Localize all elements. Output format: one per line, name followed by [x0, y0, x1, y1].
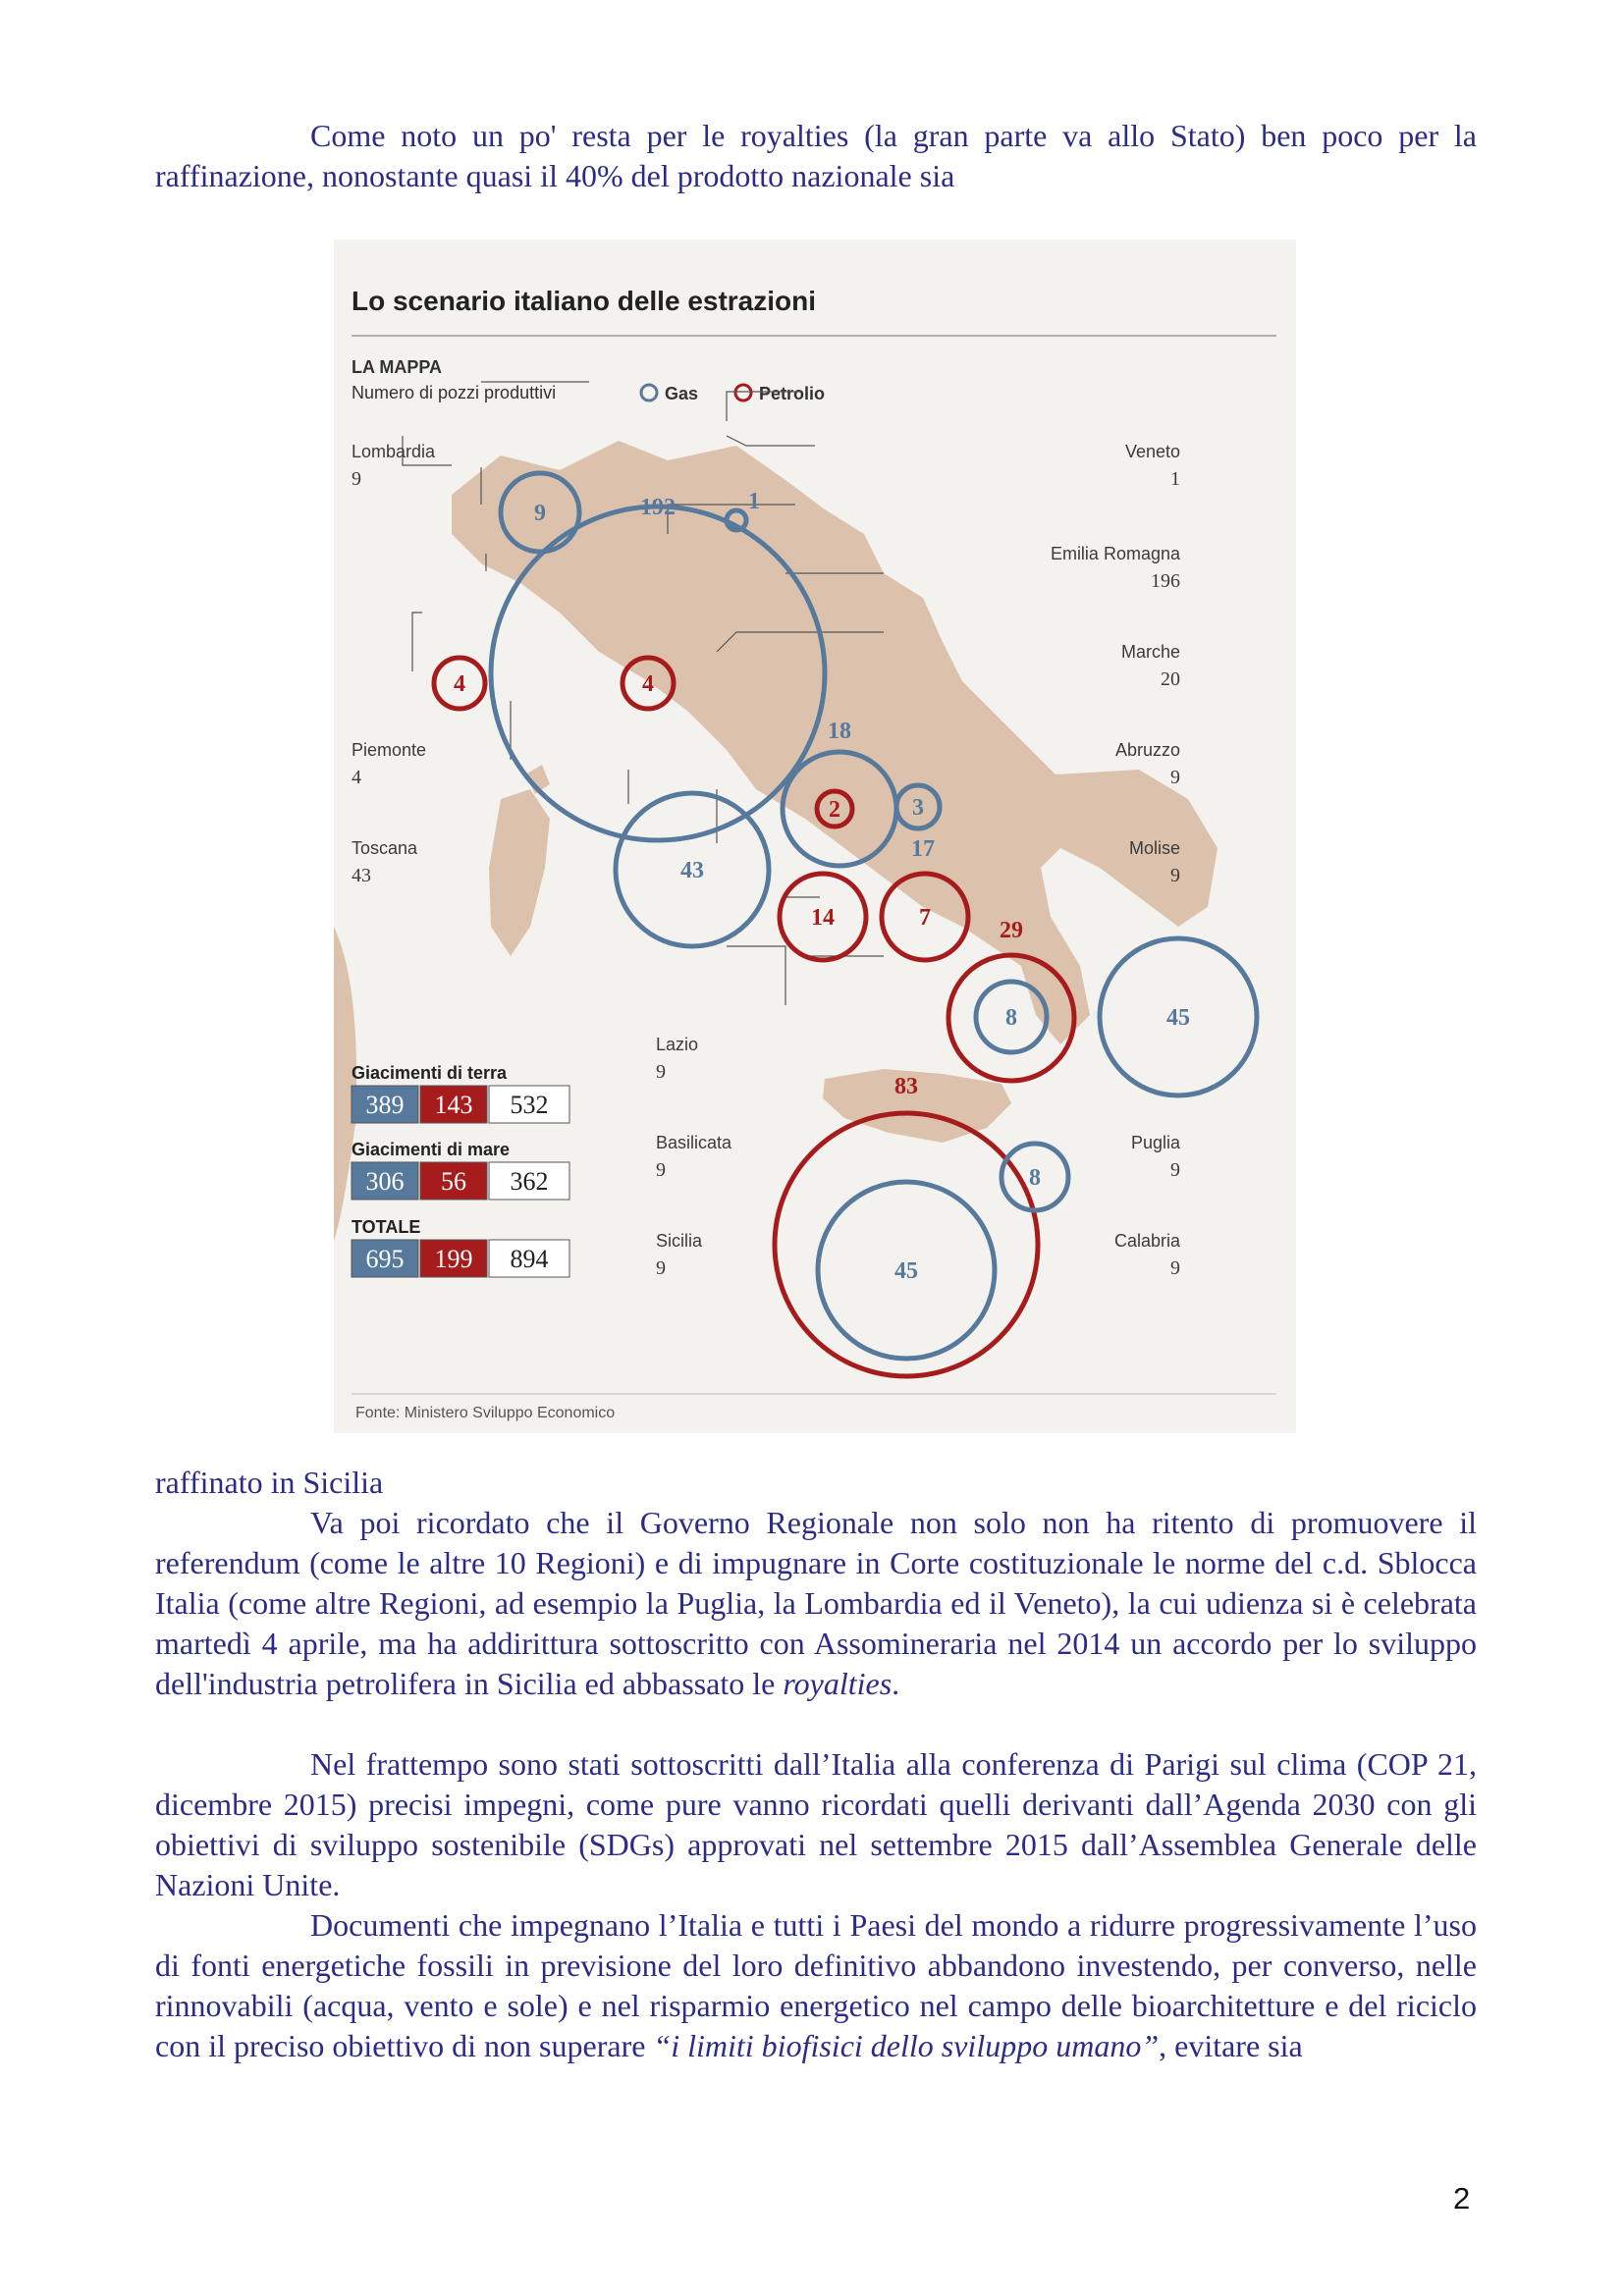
region-total: 9 — [656, 1061, 666, 1083]
bubble-value: 43 — [680, 858, 704, 883]
bubble-value: 18 — [828, 719, 851, 744]
bubble-value: 29 — [1000, 918, 1023, 943]
bubble-value: 4 — [454, 671, 465, 697]
bubble-value: 7 — [919, 905, 931, 931]
region-total: 9 — [1170, 865, 1180, 886]
bubble-value: 45 — [894, 1258, 918, 1284]
bubble-value: 17 — [911, 836, 935, 862]
paragraph-cop21: Nel frattempo sono stati sottoscritti dall’Italia alla conferenza di Parigi sul clima (COP 21, dicembre 2015) precisi impegni, come pure vanno ricordati quelli derivanti dall’Agenda 2030 con gli obiettivi di sviluppo sostenibile (SDGs) approvati nel settembre 2015 dall’Assemblea Generale delle Nazioni Unite. — [155, 1746, 1477, 1902]
paragraph-governo-end: . — [892, 1666, 900, 1701]
totals-value: 143 — [434, 1091, 473, 1119]
totals-sea-label: Giacimenti di mare — [352, 1140, 511, 1159]
region-name: Marche — [1120, 642, 1180, 662]
paragraph-documenti-text: Documenti che impegnano l’Italia e tutti i Paesi del mondo a ridurre progressivamente l’uso di fonti energetiche fossili in previsione del loro definitivo abbandono investendo, per converso, nelle rinnovabili (acqua, vento e sole) e nel risparmio energetico nel campo delle bioarchitetture e del riciclo con il preciso obiettivo di non superare — [155, 1907, 1477, 2063]
region-name: Abruzzo — [1114, 740, 1180, 760]
map-subheading: Numero di pozzi produttivi — [352, 383, 557, 402]
paragraph-documenti — [155, 1905, 1477, 2066]
region-name: Emilia Romagna — [1050, 544, 1180, 563]
totals-value: 56 — [441, 1167, 466, 1196]
legend-gas-label: Gas — [665, 384, 699, 403]
totals-sea-cell-2 — [489, 1162, 569, 1200]
totals-value: 532 — [510, 1091, 549, 1119]
bubble-value: 3 — [912, 795, 924, 821]
bubble-gas-9 — [911, 836, 935, 862]
region-total: 9 — [656, 1159, 666, 1181]
totals-total-cell-1 — [420, 1240, 487, 1277]
totals-land-cell-2 — [489, 1086, 569, 1123]
totals-total-label: TOTALE — [352, 1217, 421, 1237]
totals-land-label: Giacimenti di terra — [352, 1063, 508, 1083]
figure-title: Lo scenario italiano delle estrazioni — [352, 286, 817, 316]
bubble-value: 83 — [894, 1074, 918, 1099]
region-name: Calabria — [1113, 1231, 1180, 1251]
paragraph-intro: Come noto un po' resta per le royalties (la gran parte va allo Stato) ben poco per la raffinazione, nonostante quasi il 40% del prodotto nazionale sia — [155, 118, 1477, 193]
region-total: 9 — [352, 468, 361, 490]
bubble-value: 45 — [1166, 1005, 1190, 1031]
totals-total-cell-0 — [352, 1240, 418, 1277]
bubble-value: 8 — [1005, 1005, 1017, 1031]
region-total: 9 — [656, 1257, 666, 1279]
extraction-map-figure — [334, 240, 1296, 1433]
region-total: 9 — [1170, 767, 1180, 788]
totals-value: 362 — [510, 1167, 549, 1196]
legend-oil-label: Petrolio — [759, 384, 826, 403]
region-name: Lazio — [656, 1035, 699, 1054]
totals-panel — [352, 1063, 569, 1277]
region-name: Basilicata — [656, 1133, 732, 1152]
paragraph-governo-text: Va poi ricordato che il Governo Regionale non solo non ha ritento di promuovere il referendum (come le altre 10 Regioni) e di impugnare in Corte costituzionale le norme del c.d. Sblocca Italia (come altre Regioni, ad esempio la Puglia, la Lombardia ed il Veneto), la cui udienza si è celebrata martedì 4 aprile, ma ha addirittura sottoscritto con Assomineraria nel 2014 un accordo per lo sviluppo dell'industria petrolifera in Sicilia ed abbassato le — [155, 1505, 1477, 1701]
region-total: 9 — [1170, 1257, 1180, 1279]
bubble-value: 8 — [1029, 1165, 1041, 1191]
totals-total-cell-2 — [489, 1240, 569, 1277]
region-name: Toscana — [352, 838, 418, 858]
region-name: Sicilia — [656, 1231, 703, 1251]
totals-value: 306 — [365, 1167, 405, 1196]
bubble-value: 14 — [811, 905, 835, 931]
totals-sea-cell-0 — [352, 1162, 418, 1200]
region-total: 43 — [352, 865, 371, 886]
region-name: Piemonte — [352, 740, 427, 760]
paragraph-governo-regionale — [155, 1503, 1477, 1704]
region-name: Lombardia — [352, 442, 436, 461]
totals-value: 894 — [510, 1245, 549, 1273]
limiti-biofisici-quote: “i limiti biofisici dello sviluppo umano” — [653, 2028, 1160, 2063]
page-number: 2 — [1453, 2181, 1471, 2216]
royalties-emphasis: royalties — [783, 1666, 893, 1701]
paragraph-intro-continued: raffinato in Sicilia — [155, 1465, 384, 1500]
paragraph-documenti-end: , evitare sia — [1159, 2028, 1303, 2063]
map-heading: LA MAPPA — [352, 357, 442, 377]
totals-land-cell-0 — [352, 1086, 418, 1123]
totals-sea-cell-1 — [420, 1162, 487, 1200]
region-total: 4 — [352, 767, 361, 788]
region-total: 20 — [1161, 668, 1180, 690]
bubble-value: 9 — [534, 501, 546, 526]
bubble-value: 192 — [640, 495, 676, 520]
region-total: 9 — [1170, 1159, 1180, 1181]
region-name: Puglia — [1130, 1133, 1180, 1152]
bubble-value: 1 — [748, 489, 760, 514]
totals-land-cell-1 — [420, 1086, 487, 1123]
region-total: 1 — [1170, 468, 1180, 490]
region-name: Molise — [1128, 838, 1180, 858]
region-name: Veneto — [1124, 442, 1180, 461]
totals-value: 199 — [434, 1245, 473, 1273]
totals-value: 695 — [365, 1245, 405, 1273]
figure-source: Fonte: Ministero Sviluppo Economico — [355, 1405, 616, 1421]
bubble-value: 2 — [829, 797, 840, 823]
region-total: 196 — [1151, 570, 1180, 592]
bubble-value: 4 — [642, 671, 654, 697]
totals-value: 389 — [365, 1091, 405, 1119]
